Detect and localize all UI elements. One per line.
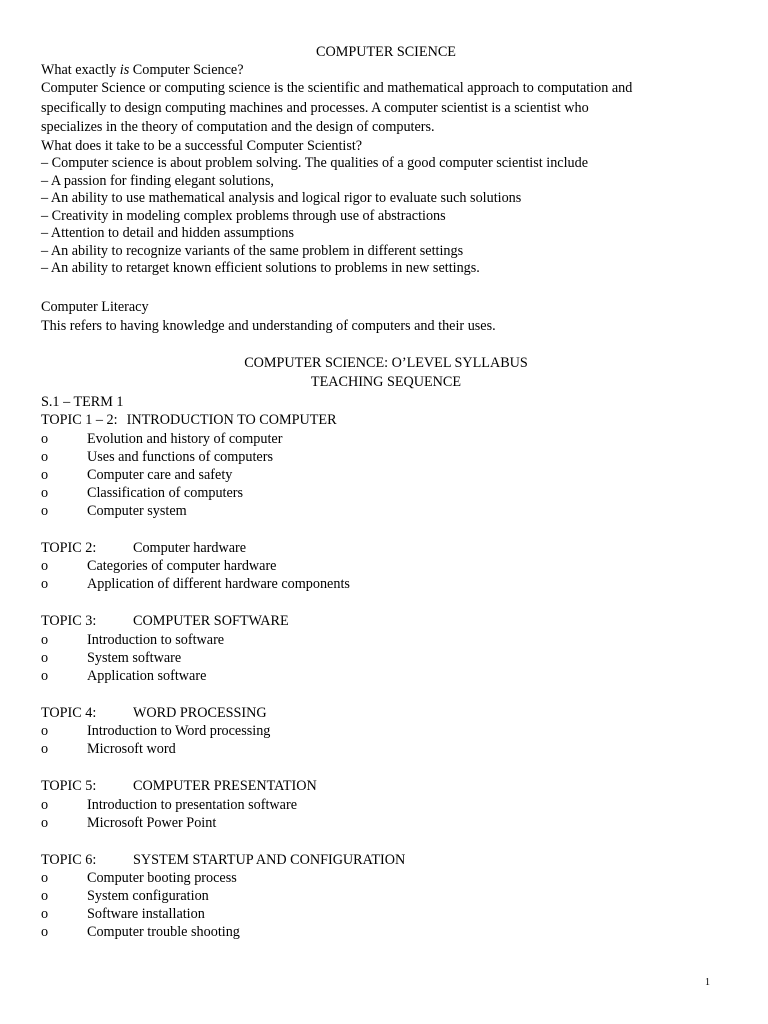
topic-item (41, 923, 731, 941)
topic-item (41, 649, 731, 667)
spacer (41, 758, 731, 778)
topic-item-text: Application of different hardware components (87, 576, 350, 592)
section-heading: Computer Literacy (41, 298, 149, 315)
topic-number: TOPIC 2: (41, 539, 97, 556)
bullet-marker: o (41, 924, 49, 940)
bullet-marker: o (41, 906, 49, 922)
spacer (41, 593, 731, 613)
topic-heading (41, 540, 731, 558)
topic-item-text: System software (87, 649, 182, 666)
quality-item: – Computer science is about problem solving. The qualities of a good computer scientist include (41, 155, 589, 171)
topic-item (41, 448, 731, 466)
syllabus-subtitle: TEACHING SEQUENCE (310, 374, 462, 390)
topic-item (41, 796, 731, 814)
topic-item (41, 430, 731, 448)
bullet-marker: o (41, 667, 49, 684)
question-what-is-cs (41, 62, 731, 80)
topic-item (41, 484, 731, 502)
topic-item (41, 814, 731, 832)
topic-block (41, 778, 731, 832)
bullet-marker: o (41, 484, 49, 501)
topic-item-text: Introduction to software (87, 631, 225, 648)
topic-item (41, 631, 731, 649)
bullet-marker: o (41, 796, 49, 813)
topic-item-text: System configuration (87, 888, 209, 904)
topic-item (41, 869, 731, 887)
question-successful-scientist: What does it take to be a successful Computer Scientist? (41, 137, 363, 154)
syllabus-title: COMPUTER SCIENCE: O’LEVEL SYLLABUS (244, 354, 528, 371)
topic-number: TOPIC 3: (41, 613, 97, 629)
bullet-marker: o (41, 502, 49, 519)
paragraph-line: specializes in the theory of computation and the design of computers. (41, 119, 435, 135)
topic-item (41, 740, 731, 758)
topic-item-text: Introduction to Word processing (87, 723, 271, 739)
topic-block (41, 613, 731, 685)
bullet-marker: o (41, 430, 49, 447)
document-title: COMPUTER SCIENCE (316, 44, 456, 60)
computer-literacy-section (41, 298, 731, 337)
topic-item-text: Software installation (87, 906, 205, 922)
topic-item-text: Computer trouble shooting (87, 924, 240, 940)
bullet-marker: o (41, 870, 49, 886)
qualities-list (41, 155, 731, 278)
quality-item: – Attention to detail and hidden assumptions (41, 225, 294, 241)
bullet-marker: o (41, 631, 49, 648)
topic-item-text: Microsoft word (87, 741, 176, 757)
topic-item (41, 887, 731, 905)
topic-item (41, 722, 731, 740)
topic-heading (41, 705, 731, 723)
definition-paragraph (41, 79, 731, 138)
topic-item-text: Application software (87, 667, 207, 684)
paragraph-line: Computer Science or computing science is the scientific and mathematical approach to computation and (41, 80, 633, 96)
topic-heading (41, 852, 731, 870)
bullet-marker: o (41, 888, 49, 904)
topic-heading (41, 613, 731, 631)
question-emphasis: is (119, 61, 130, 78)
topics-list (41, 412, 731, 941)
section-text: This refers to having knowledge and understanding of computers and their uses. (41, 318, 496, 334)
quality-item: – An ability to use mathematical analysis and logical rigor to evaluate such solutions (41, 190, 522, 206)
topic-number: TOPIC 6: (41, 851, 97, 868)
topic-item-text: Classification of computers (87, 484, 244, 501)
topic-item-text: Microsoft Power Point (87, 814, 217, 831)
topic-title: WORD PROCESSING (133, 704, 267, 721)
spacer (41, 685, 731, 705)
topic-item-text: Computer booting process (87, 870, 237, 886)
bullet-marker: o (41, 741, 49, 757)
topic-item-text: Categories of computer hardware (87, 558, 277, 574)
topic-block (41, 852, 731, 942)
bullet-marker: o (41, 814, 49, 831)
bullet-marker: o (41, 466, 49, 483)
topic-number: TOPIC 1 – 2: (41, 412, 118, 428)
topic-item-text: Computer system (87, 502, 187, 519)
spacer (41, 337, 731, 354)
question-text: Computer Science? (129, 61, 244, 78)
spacer (41, 278, 731, 298)
spacer (41, 832, 731, 852)
topic-item (41, 557, 731, 575)
question-text: What exactly (41, 61, 120, 78)
topic-item (41, 575, 731, 593)
quality-item: – An ability to retarget known efficient solutions to problems in new settings. (41, 260, 480, 276)
topic-title: Computer hardware (133, 539, 247, 556)
syllabus-heading (41, 354, 731, 413)
topic-block (41, 412, 731, 520)
topic-item (41, 466, 731, 484)
topic-title: COMPUTER SOFTWARE (133, 613, 289, 629)
quality-item: – Creativity in modeling complex problems through use of abstractions (41, 207, 446, 224)
topic-block (41, 540, 731, 594)
bullet-marker: o (41, 649, 49, 666)
topic-heading (41, 778, 731, 796)
topic-title: SYSTEM STARTUP AND CONFIGURATION (133, 851, 406, 868)
bullet-marker: o (41, 558, 49, 574)
topic-item (41, 502, 731, 520)
topic-item-text: Introduction to presentation software (87, 796, 297, 813)
topic-item-text: Evolution and history of computer (87, 430, 283, 447)
topic-item (41, 905, 731, 923)
topic-item-text: Computer care and safety (87, 466, 233, 483)
spacer (41, 520, 731, 540)
topic-title: COMPUTER PRESENTATION (133, 778, 317, 794)
topic-item (41, 667, 731, 685)
bullet-marker: o (41, 448, 49, 465)
term-label: S.1 – TERM 1 (41, 393, 124, 410)
topic-title: INTRODUCTION TO COMPUTER (126, 412, 337, 428)
paragraph-line: specifically to design computing machines and processes. A computer scientist is a scientist who (41, 99, 589, 116)
topic-number: TOPIC 5: (41, 778, 97, 794)
topic-block (41, 705, 731, 759)
quality-item: – A passion for finding elegant solutions, (41, 172, 274, 189)
bullet-marker: o (41, 576, 49, 592)
topic-number: TOPIC 4: (41, 704, 97, 721)
topic-heading (41, 412, 731, 430)
quality-item: – An ability to recognize variants of the same problem in different settings (41, 242, 464, 259)
bullet-marker: o (41, 723, 49, 739)
topic-item-text: Uses and functions of computers (87, 448, 273, 465)
page-number: 1 (705, 977, 710, 988)
document-body (41, 44, 731, 941)
